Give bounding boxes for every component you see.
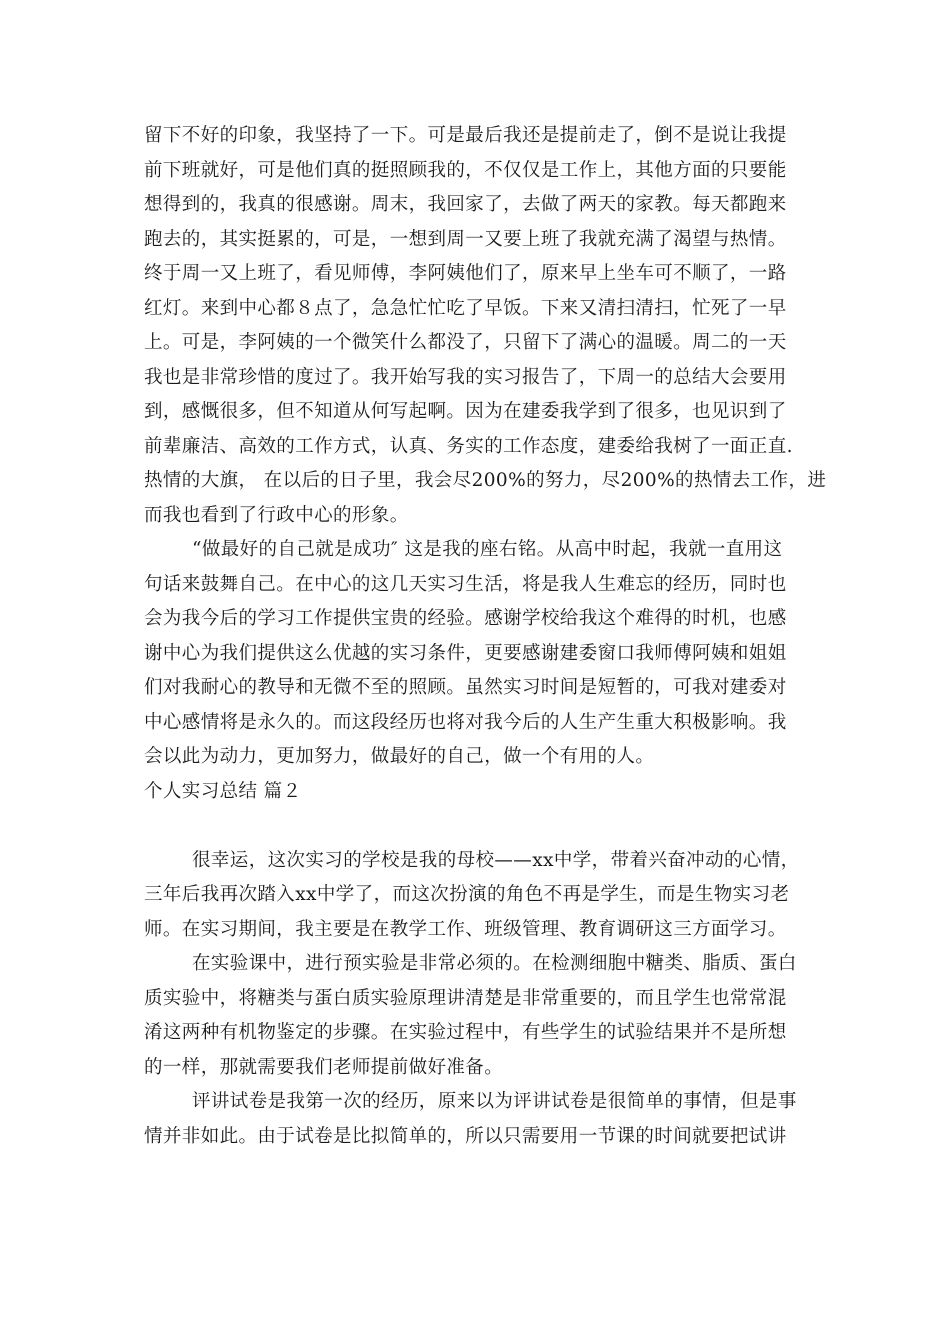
text-line: 淆这两种有机物鉴定的步骤。在实验过程中，有些学生的试验结果并不是所想 [144,1022,787,1043]
paragraph-5 [144,1085,809,1154]
text-line: 中心感情将是永久的。而这段经历也将对我今后的人生产生重大积极影响。我 [144,711,787,733]
text-line: 留下不好的印象，我坚持了一下。可是最后我还是提前走了，倒不是说让我提 [144,125,787,146]
text-line: 师。在实习期间，我主要是在教学工作、班级管理、教育调研这三方面学习。 [144,918,787,940]
text-line: 而我也看到了行政中心的形象。 [144,504,409,526]
paragraph-4 [144,947,809,1085]
text-line: 前辈廉洁、高效的工作方式，认真、务实的工作态度，建委给我树了一面正直. [144,435,793,457]
document-body [144,119,827,1154]
section-heading: 个人实习总结 篇２ [144,780,302,802]
text-line: 三年后我再次踏入xx中学了，而这次扮演的角色不再是学生，而是生物实习老 [144,884,790,905]
paragraph-1 [144,119,827,533]
text-line: 很幸运，这次实习的学校是我的母校——xx中学，带着兴奋冲动的心情， [192,849,800,871]
text-line: 红灯。来到中心都８点了，急急忙忙吃了早饭。下来又清扫清扫，忙死了一早 [144,297,787,319]
text-line: 句话来鼓舞自己。在中心的这几天实习生活，将是我人生难忘的经历，同时也 [144,573,787,595]
text-line: 们对我耐心的教导和无微不至的照顾。虽然实习时间是短暂的，可我对建委对 [144,677,787,698]
text-line: 质实验中，将糖类与蛋白质实验原理讲清楚是非常重要的，而且学生也常常混 [144,987,787,1009]
text-line: 的一样，那就需要我们老师提前做好准备。 [144,1056,504,1078]
text-line: 跑去的，其实挺累的，可是，一想到周一又要上班了我就充满了渴望与热情。 [144,228,787,250]
text-line: 会为我今后的学习工作提供宝贵的经验。感谢学校给我这个难得的时机，也感 [144,608,787,629]
blank-line [144,809,809,844]
text-line: 在实验课中，进行预实验是非常必须的。在检测细胞中糖类、脂质、蛋白 [192,953,797,974]
text-line: 评讲试卷是我第一次的经历，原来以为评讲试卷是很简单的事情，但是事 [192,1091,797,1112]
paragraph-3 [144,844,809,948]
text-line: 情并非如此。由于试卷是比拟简单的，所以只需要用一节课的时间就要把试讲 [144,1125,787,1147]
text-line: 谢中心为我们提供这么优越的实习条件，更要感谢建委窗口我师傅阿姨和姐姐 [144,642,787,664]
text-line: 上。可是，李阿姨的一个微笑什么都没了，只留下了满心的温暖。周二的一天 [144,332,787,353]
text-line: 终于周一又上班了，看见师傅，李阿姨他们了，原来早上坐车可不顺了，一路 [144,263,787,284]
paragraph-2 [144,533,809,775]
text-line: 想得到的，我真的很感谢。周末，我回家了，去做了两天的家教。每天都跑来 [144,194,787,215]
text-line: 热情的大旗， 在以后的日子里，我会尽200%的努力，尽200%的热情去工作，进 [144,470,827,491]
text-line: “做最好的自己就是成功″ 这是我的座右铭。从高中时起，我就一直用这 [192,539,783,560]
text-line: 会以此为动力，更加努力，做最好的自己，做一个有用的人。 [144,746,655,767]
text-line: 我也是非常珍惜的度过了。我开始写我的实习报告了，下周一的总结大会要用 [144,366,787,388]
text-line: 前下班就好，可是他们真的挺照顾我的，不仅仅是工作上，其他方面的只要能 [144,159,787,181]
text-line: 到，感慨很多，但不知道从何写起啊。因为在建委我学到了很多，也见识到了 [144,401,787,422]
